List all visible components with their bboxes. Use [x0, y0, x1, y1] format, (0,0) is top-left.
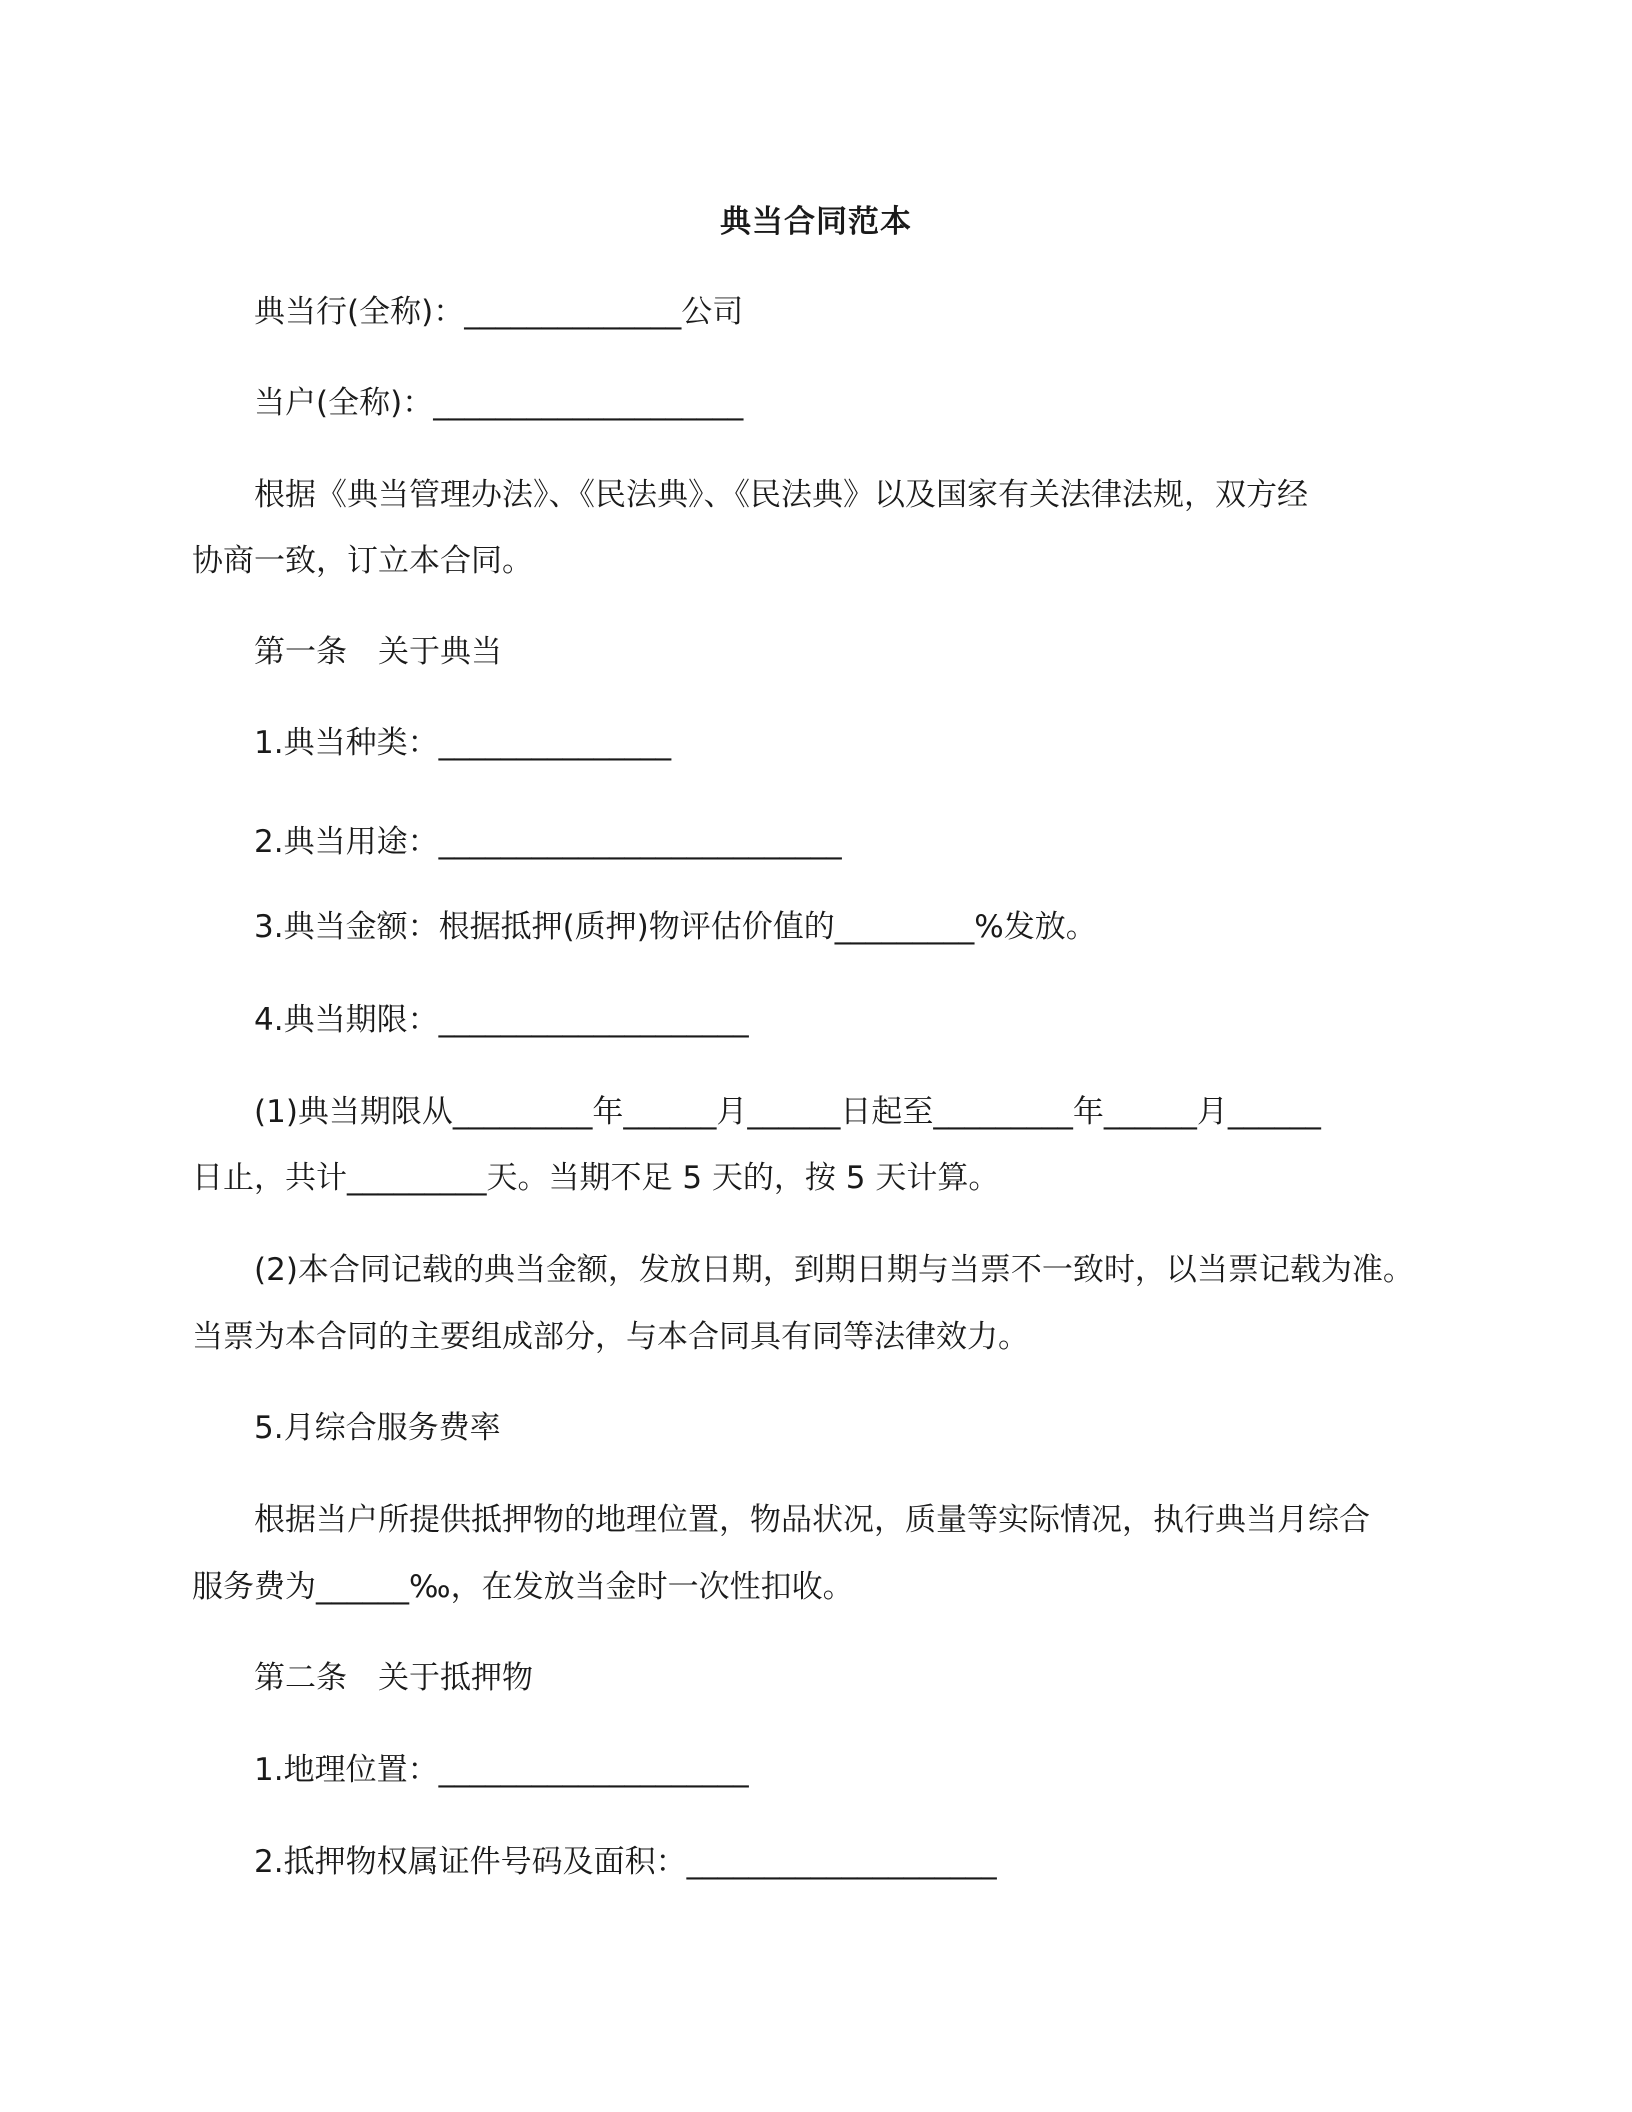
pawnshop-name-line: 典当行(全称)：______________公司: [254, 294, 744, 330]
pawn-purpose-line: 2.典当用途：__________________________: [254, 824, 842, 860]
article-2-heading: 第二条 关于抵押物: [254, 1660, 533, 1696]
service-fee-heading: 5.月综合服务费率: [254, 1410, 501, 1446]
pawner-name-line: 当户(全称)：____________________: [254, 385, 744, 421]
document-title: 典当合同范本: [720, 204, 912, 240]
term-clause-1-line-1: (1)典当期限从_________年______月______日起至_________年______月______: [254, 1094, 1321, 1130]
pawn-type-line: 1.典当种类：_______________: [254, 725, 672, 761]
pawn-amount-line: 3.典当金额：根据抵押(质押)物评估价值的_________%发放。: [254, 909, 1097, 945]
service-fee-line-2: 服务费为______‰，在发放当金时一次性扣收。: [192, 1569, 854, 1605]
term-clause-1-line-2: 日止，共计_________天。当期不足 5 天的，按 5 天计算。: [192, 1160, 1000, 1196]
term-clause-2-line-1: (2)本合同记载的典当金额，发放日期，到期日期与当票不一致时，以当票记载为准。: [254, 1252, 1414, 1288]
term-clause-2-line-2: 当票为本合同的主要组成部分，与本合同具有同等法律效力。: [192, 1319, 1029, 1355]
preamble-line-1: 根据《典当管理办法》、《民法典》、《民法典》以及国家有关法律法规，双方经: [254, 477, 1308, 513]
pawn-term-line: 4.典当期限：____________________: [254, 1002, 749, 1038]
service-fee-line-1: 根据当户所提供抵押物的地理位置，物品状况，质量等实际情况，执行典当月综合: [254, 1502, 1370, 1538]
location-line: 1.地理位置：____________________: [254, 1752, 749, 1788]
property-certificate-line: 2.抵押物权属证件号码及面积：____________________: [254, 1844, 997, 1880]
article-1-heading: 第一条 关于典当: [254, 634, 502, 670]
preamble-line-2: 协商一致，订立本合同。: [192, 543, 533, 579]
